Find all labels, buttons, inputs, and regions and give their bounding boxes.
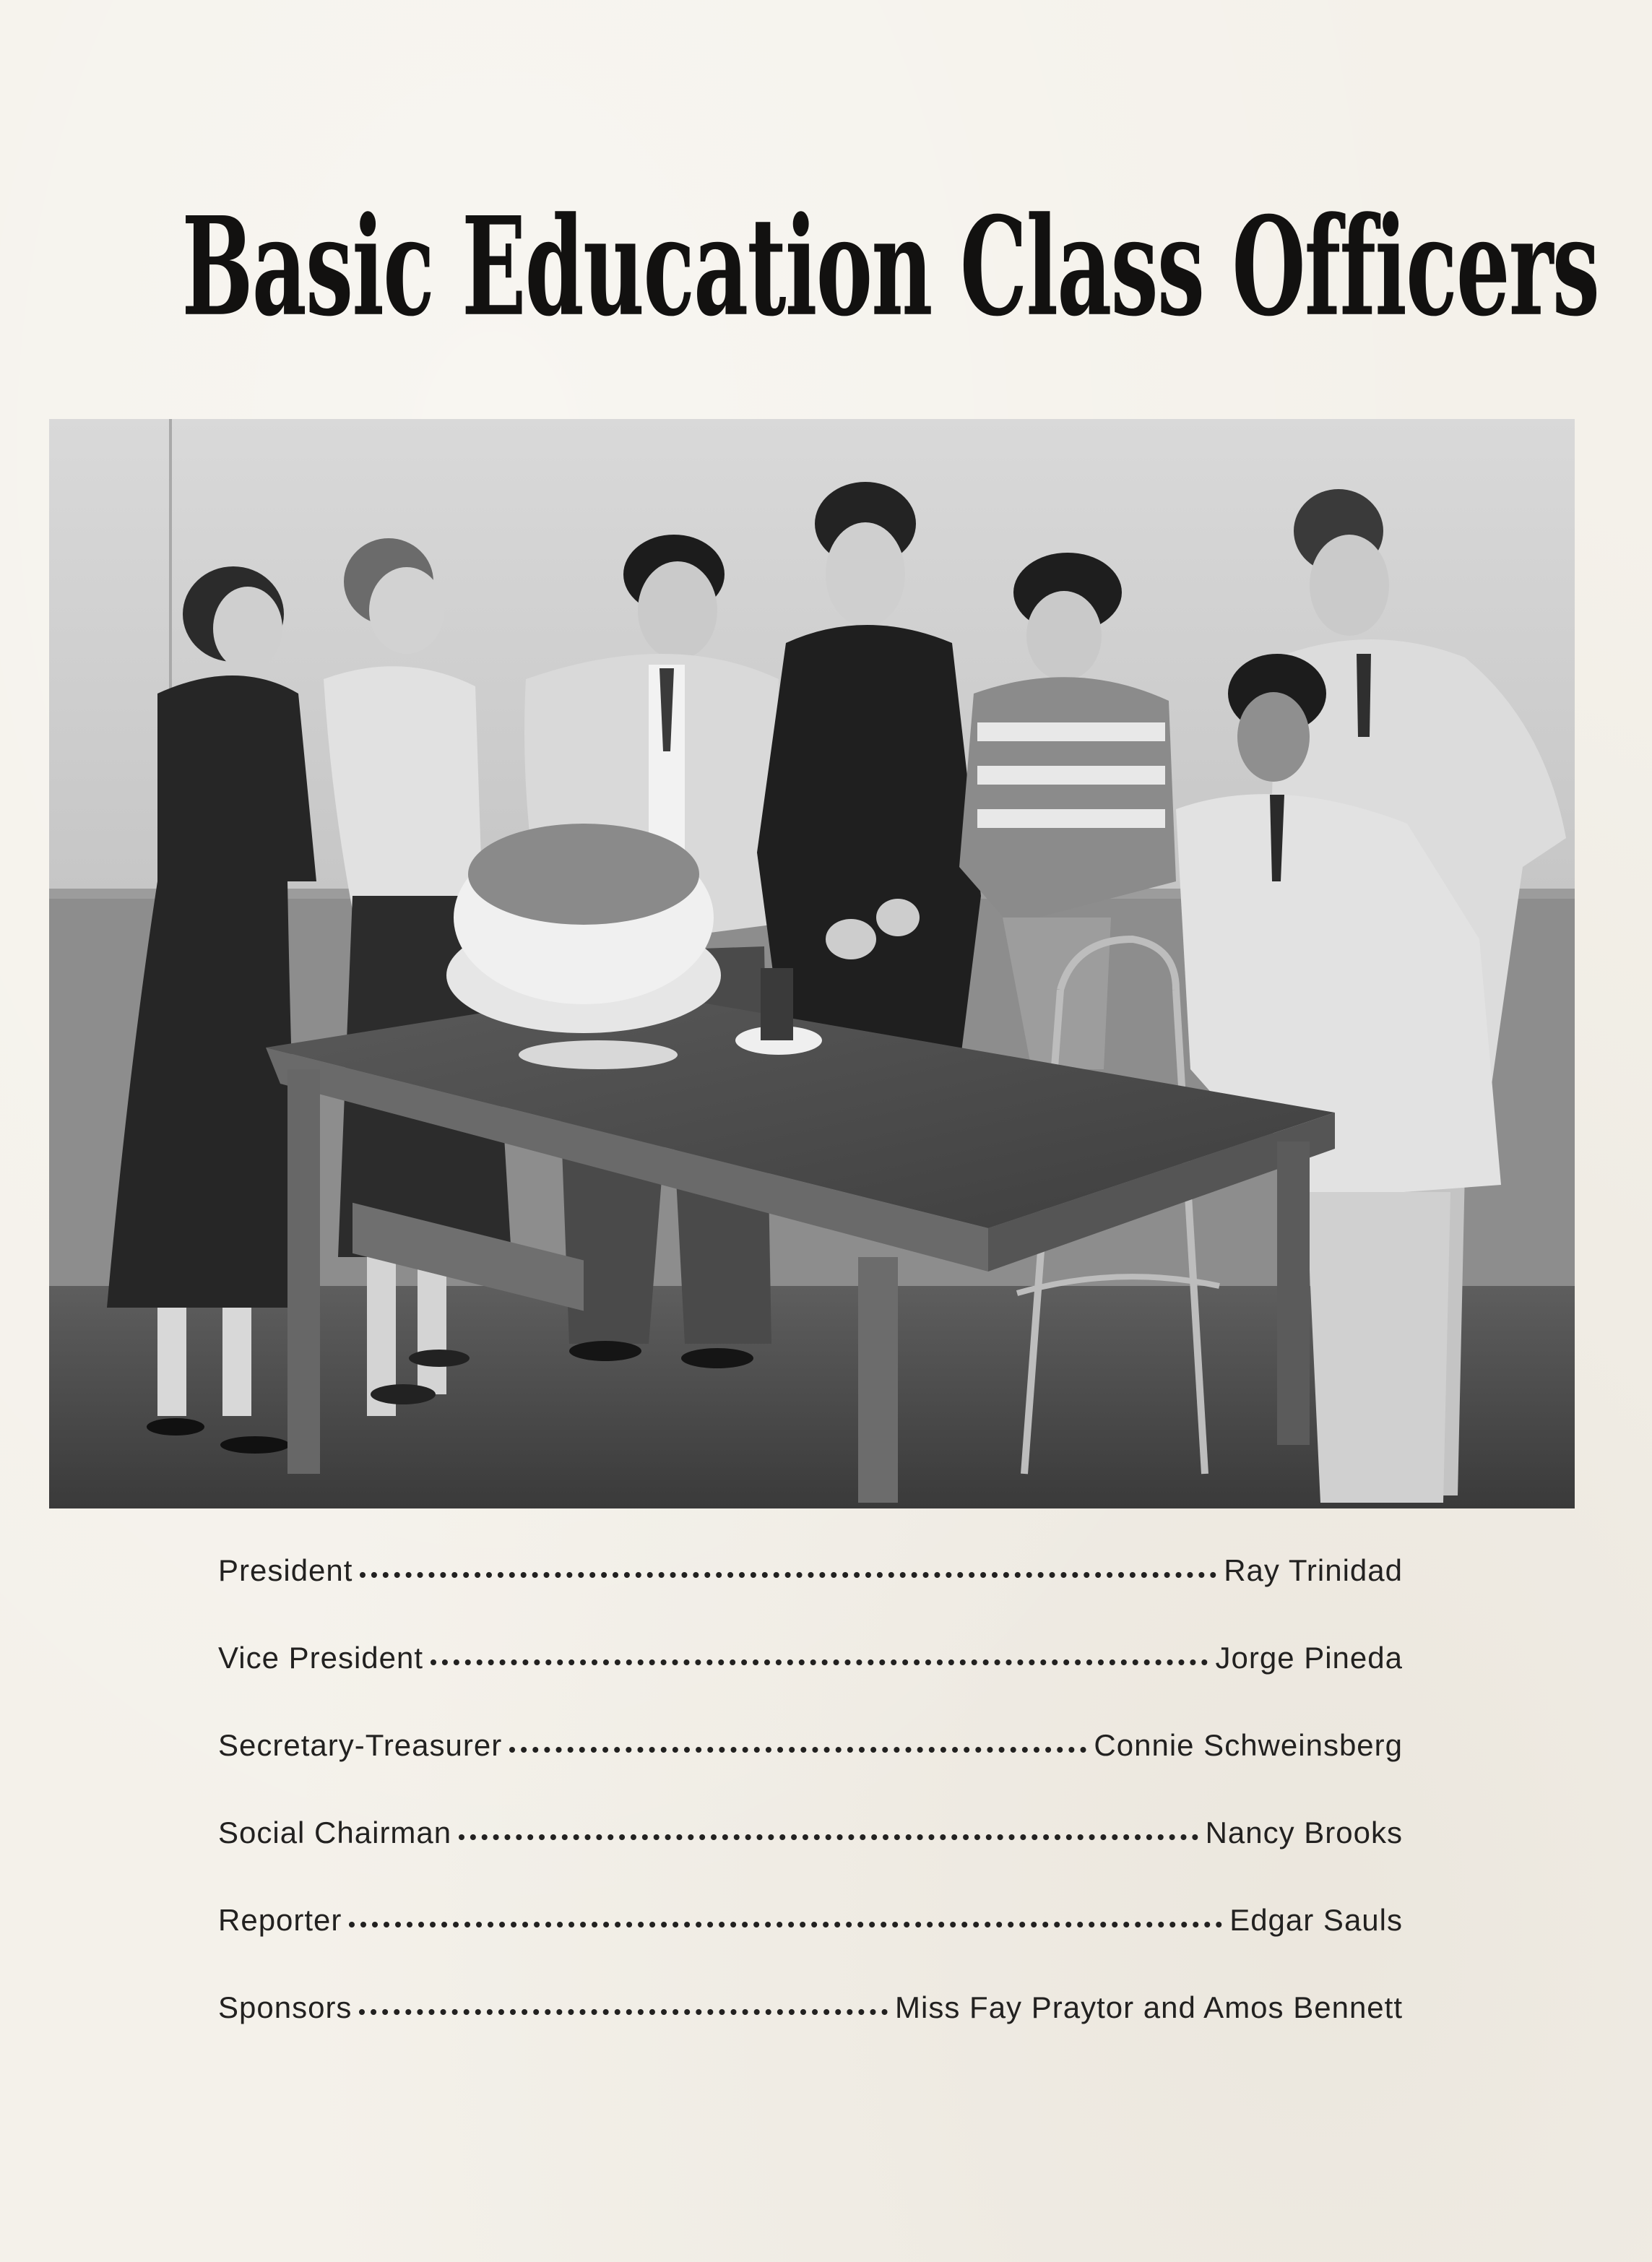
dot-leader [359, 2009, 888, 2015]
dot-leader [360, 1572, 1216, 1578]
officer-role: Sponsors [218, 1990, 353, 2024]
officer-name: Miss Fay Praytor and Amos Bennett [895, 1990, 1403, 2024]
officer-list [218, 1553, 1403, 2078]
dot-leader [431, 1659, 1208, 1665]
officer-name: Ray Trinidad [1224, 1553, 1403, 1587]
officer-role: Reporter [218, 1903, 342, 1937]
officer-row-vice-president [218, 1641, 1403, 1728]
officer-role: Vice President [218, 1641, 424, 1675]
officer-role: President [218, 1553, 353, 1587]
officer-row-reporter [218, 1903, 1403, 1990]
officer-role: Social Chairman [218, 1816, 452, 1849]
dot-leader [509, 1747, 1086, 1753]
group-photo [49, 419, 1575, 1508]
officer-name: Edgar Sauls [1229, 1903, 1403, 1937]
officer-row-social-chairman [218, 1816, 1403, 1903]
officer-role: Secretary-Treasurer [218, 1728, 503, 1762]
officer-row-president [218, 1553, 1403, 1641]
dot-leader [459, 1834, 1198, 1840]
group-photo-illustration [49, 419, 1575, 1508]
officer-row-secretary-treasurer [218, 1728, 1403, 1816]
officer-row-sponsors [218, 1990, 1403, 2078]
page-title: Basic Education Class Officers [181, 187, 1599, 347]
officer-name: Nancy Brooks [1205, 1816, 1403, 1849]
dot-leader [349, 1922, 1222, 1928]
officer-name: Jorge Pineda [1215, 1641, 1403, 1675]
officer-name: Connie Schweinsberg [1094, 1728, 1403, 1762]
